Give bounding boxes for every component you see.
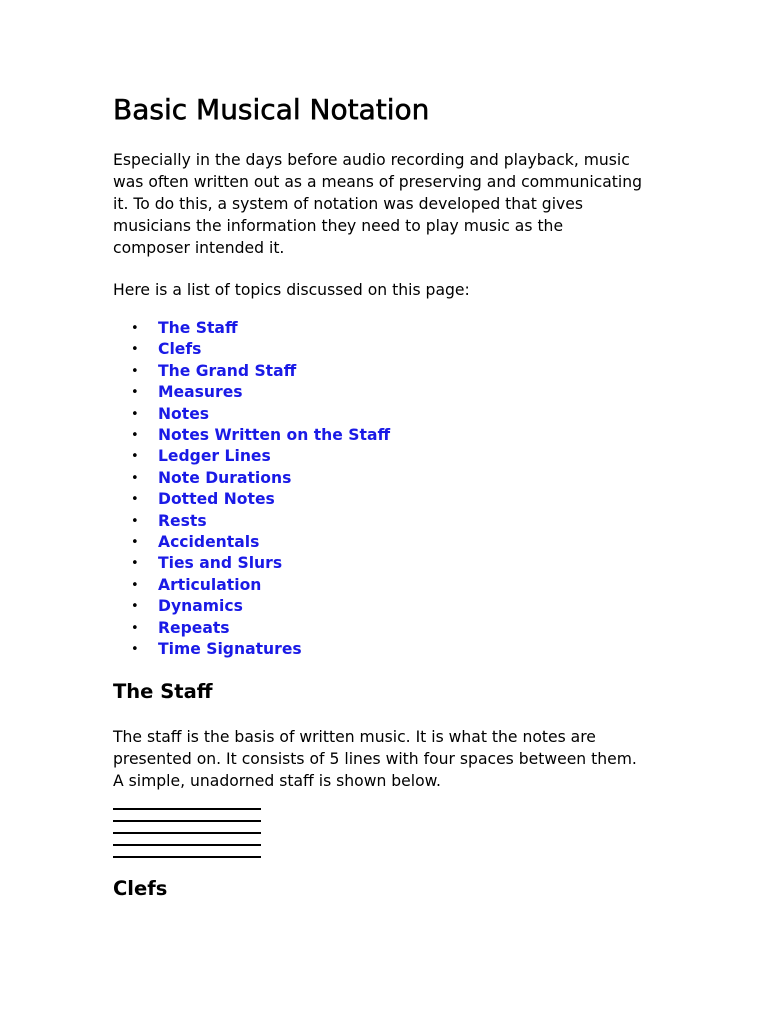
topic-link-dotted-notes[interactable]: Dotted Notes	[158, 490, 275, 509]
topic-link-grand-staff[interactable]: The Grand Staff	[158, 361, 297, 380]
bullet-icon: •	[131, 342, 139, 358]
bullet-icon: •	[131, 321, 139, 336]
topic-link-rests[interactable]: Rests	[158, 511, 207, 530]
list-item	[131, 425, 391, 446]
topic-link-ties-and-slurs[interactable]: Ties and Slurs	[158, 554, 283, 573]
staff-line	[113, 832, 261, 834]
bullet-icon: •	[131, 428, 139, 444]
list-item	[131, 575, 390, 596]
topic-link-time-signatures[interactable]: Time Signatures	[158, 640, 302, 659]
list-item	[131, 532, 390, 553]
staff-section-text: The staff is the basis of written music. It is what the notes are presented on. It consists of 5 lines with four spaces between them. A simple, unadorned staff is shown below.	[113, 728, 637, 790]
bullet-icon: •	[131, 535, 139, 551]
topic-link-accidentals[interactable]: Accidentals	[158, 533, 260, 552]
bullet-icon: •	[131, 492, 139, 508]
list-item	[131, 639, 390, 660]
bullet-icon: •	[131, 556, 139, 572]
topic-link-ledger-lines[interactable]: Ledger Lines	[158, 447, 271, 466]
bullet-icon: •	[131, 577, 139, 593]
bullet-icon: •	[131, 449, 139, 465]
topics-lead-text: Here is a list of topics discussed on this page:	[113, 281, 470, 299]
topic-link-clefs[interactable]: Clefs	[158, 340, 202, 359]
staff-line	[113, 844, 261, 846]
list-item	[131, 553, 390, 574]
clefs-section-heading: Clefs	[113, 877, 168, 900]
list-item	[131, 404, 390, 425]
bullet-icon: •	[131, 642, 139, 658]
topic-link-notes-on-staff[interactable]: Notes Written on the Staff	[158, 426, 391, 445]
page-title: Basic Musical Notation	[113, 93, 430, 126]
list-item	[131, 318, 390, 339]
list-item	[131, 489, 390, 510]
staff-figure	[113, 806, 261, 860]
list-item	[131, 361, 390, 382]
bullet-icon: •	[131, 513, 139, 529]
topics-list	[113, 318, 390, 661]
list-item	[131, 468, 390, 489]
list-item	[131, 618, 390, 639]
topic-link-notes[interactable]: Notes	[158, 404, 210, 423]
staff-section-heading: The Staff	[113, 680, 213, 703]
staff-line	[113, 820, 261, 822]
staff-line	[113, 808, 261, 810]
bullet-icon: •	[131, 470, 139, 486]
bullet-icon: •	[131, 363, 139, 379]
list-item	[131, 596, 390, 617]
topic-link-the-staff[interactable]: The Staff	[158, 319, 238, 337]
bullet-icon: •	[131, 620, 139, 636]
list-item	[131, 382, 390, 403]
topic-link-articulation[interactable]: Articulation	[158, 575, 262, 594]
topic-link-dynamics[interactable]: Dynamics	[158, 597, 243, 616]
topic-link-repeats[interactable]: Repeats	[158, 618, 230, 637]
bullet-icon: •	[131, 406, 139, 422]
bullet-icon: •	[131, 599, 139, 615]
staff-line	[113, 856, 261, 858]
list-item	[131, 446, 390, 467]
bullet-icon: •	[131, 385, 139, 401]
intro-paragraph: Especially in the days before audio recording and playback, music was often written out as a means of preserving and communicating it. To do this, a system of notation was developed that gives musicians the information they need to play music as the composer intended it.	[113, 151, 643, 257]
topic-link-note-durations[interactable]: Note Durations	[158, 468, 292, 487]
list-item	[131, 511, 390, 532]
list-item	[131, 339, 390, 360]
topic-link-measures[interactable]: Measures	[158, 383, 243, 402]
